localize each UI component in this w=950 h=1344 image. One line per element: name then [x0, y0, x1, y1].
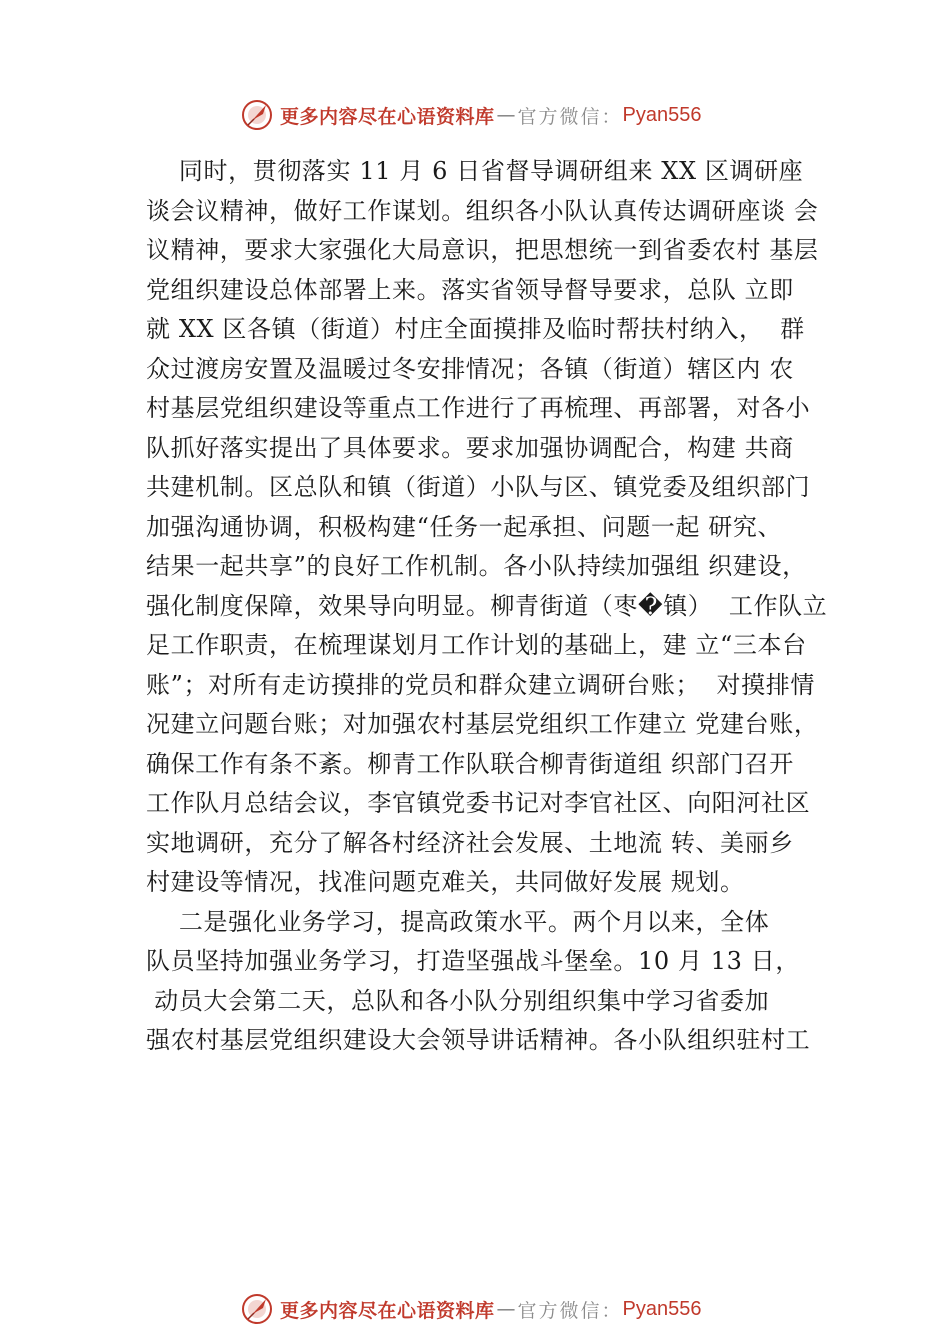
text-line: 动员大会第二天，总队和各小队分别组织集中学习省委加: [146, 986, 770, 1015]
text-line: 众过渡房安置及温暖过冬安排情况；各镇（街道）辖区内 农: [146, 354, 794, 383]
document-body: [146, 152, 836, 1061]
quill-pen-logo-icon: [240, 1292, 274, 1326]
banner-main-text: 更多内容尽在心语资料库: [280, 105, 495, 128]
text-line: 强化制度保障，效果导向明显。柳青街道（枣�镇） 工作队立: [146, 591, 828, 620]
text-line: 就 XX 区各镇（街道）村庄全面摸排及临时帮扶村纳入， 群: [146, 315, 805, 343]
banner-sub-text: 官方微信：: [517, 1299, 623, 1322]
text-line: 谈会议精神，做好工作谋划。组织各小队认真传达调研座谈 会: [146, 196, 819, 225]
text-line: 况建立问题台账；对加强农村基层党组织工作建立 党建台账，: [146, 710, 819, 738]
banner-separator: —: [496, 1298, 516, 1320]
text-line: 工作队月总结会议，李官镇党委书记对李官社区、向阳河社区: [146, 789, 811, 817]
text-line: 队抓好落实提出了具体要求。要求加强协调配合，构建 共商: [146, 433, 794, 462]
footer-banner: [240, 1291, 760, 1327]
text-line: 结果一起共享”的良好工作机制。各小队持续加强组 织建设，: [146, 552, 807, 580]
quill-pen-logo-icon: [240, 98, 274, 132]
text-line: 村基层党组织建设等重点工作进行了再梳理、再部署，对各小: [146, 394, 811, 422]
header-banner: [240, 97, 760, 133]
text-line: 同时，贯彻落实 11 月 6 日省督导调研组来 XX 区调研座: [146, 157, 804, 185]
text-line: 强农村基层党组织建设大会领导讲话精神。各小队组织驻村工: [146, 1026, 811, 1054]
text-line: 议精神，要求大家强化大局意识，把思想统一到省委农村 基层: [146, 236, 819, 264]
text-line: 账”；对所有走访摸排的党员和群众建立调研台账； 对摸排情: [146, 670, 815, 699]
banner-wechat-id: Pyan556: [622, 103, 702, 126]
text-line: 队员坚持加强业务学习，打造坚强战斗堡垒。10 月 13 日，: [146, 947, 800, 975]
banner-wechat-id: Pyan556: [622, 1297, 702, 1320]
text-line: 二是强化业务学习，提高政策水平。两个月以来，全体: [146, 907, 770, 936]
text-line: 党组织建设总体部署上来。落实省领导督导要求，总队 立即: [146, 275, 794, 304]
text-line: 实地调研，充分了解各村经济社会发展、土地流 转、美丽乡: [146, 828, 794, 857]
text-line: 加强沟通协调，积极构建“任务一起承担、问题一起 研究、: [146, 512, 783, 541]
text-line: 村建设等情况，找准问题克难关，共同做好发展 规划。: [146, 868, 745, 896]
text-line: 足工作职责，在梳理谋划月工作计划的基础上，建 立“三本台: [146, 631, 807, 659]
banner-separator: —: [496, 104, 516, 126]
text-line: 确保工作有条不紊。柳青工作队联合柳青街道组 织部门召开: [146, 749, 794, 778]
text-line: 共建机制。区总队和镇（街道）小队与区、镇党委及组织部门: [146, 473, 811, 501]
banner-sub-text: 官方微信：: [517, 105, 623, 128]
banner-main-text: 更多内容尽在心语资料库: [280, 1299, 495, 1322]
